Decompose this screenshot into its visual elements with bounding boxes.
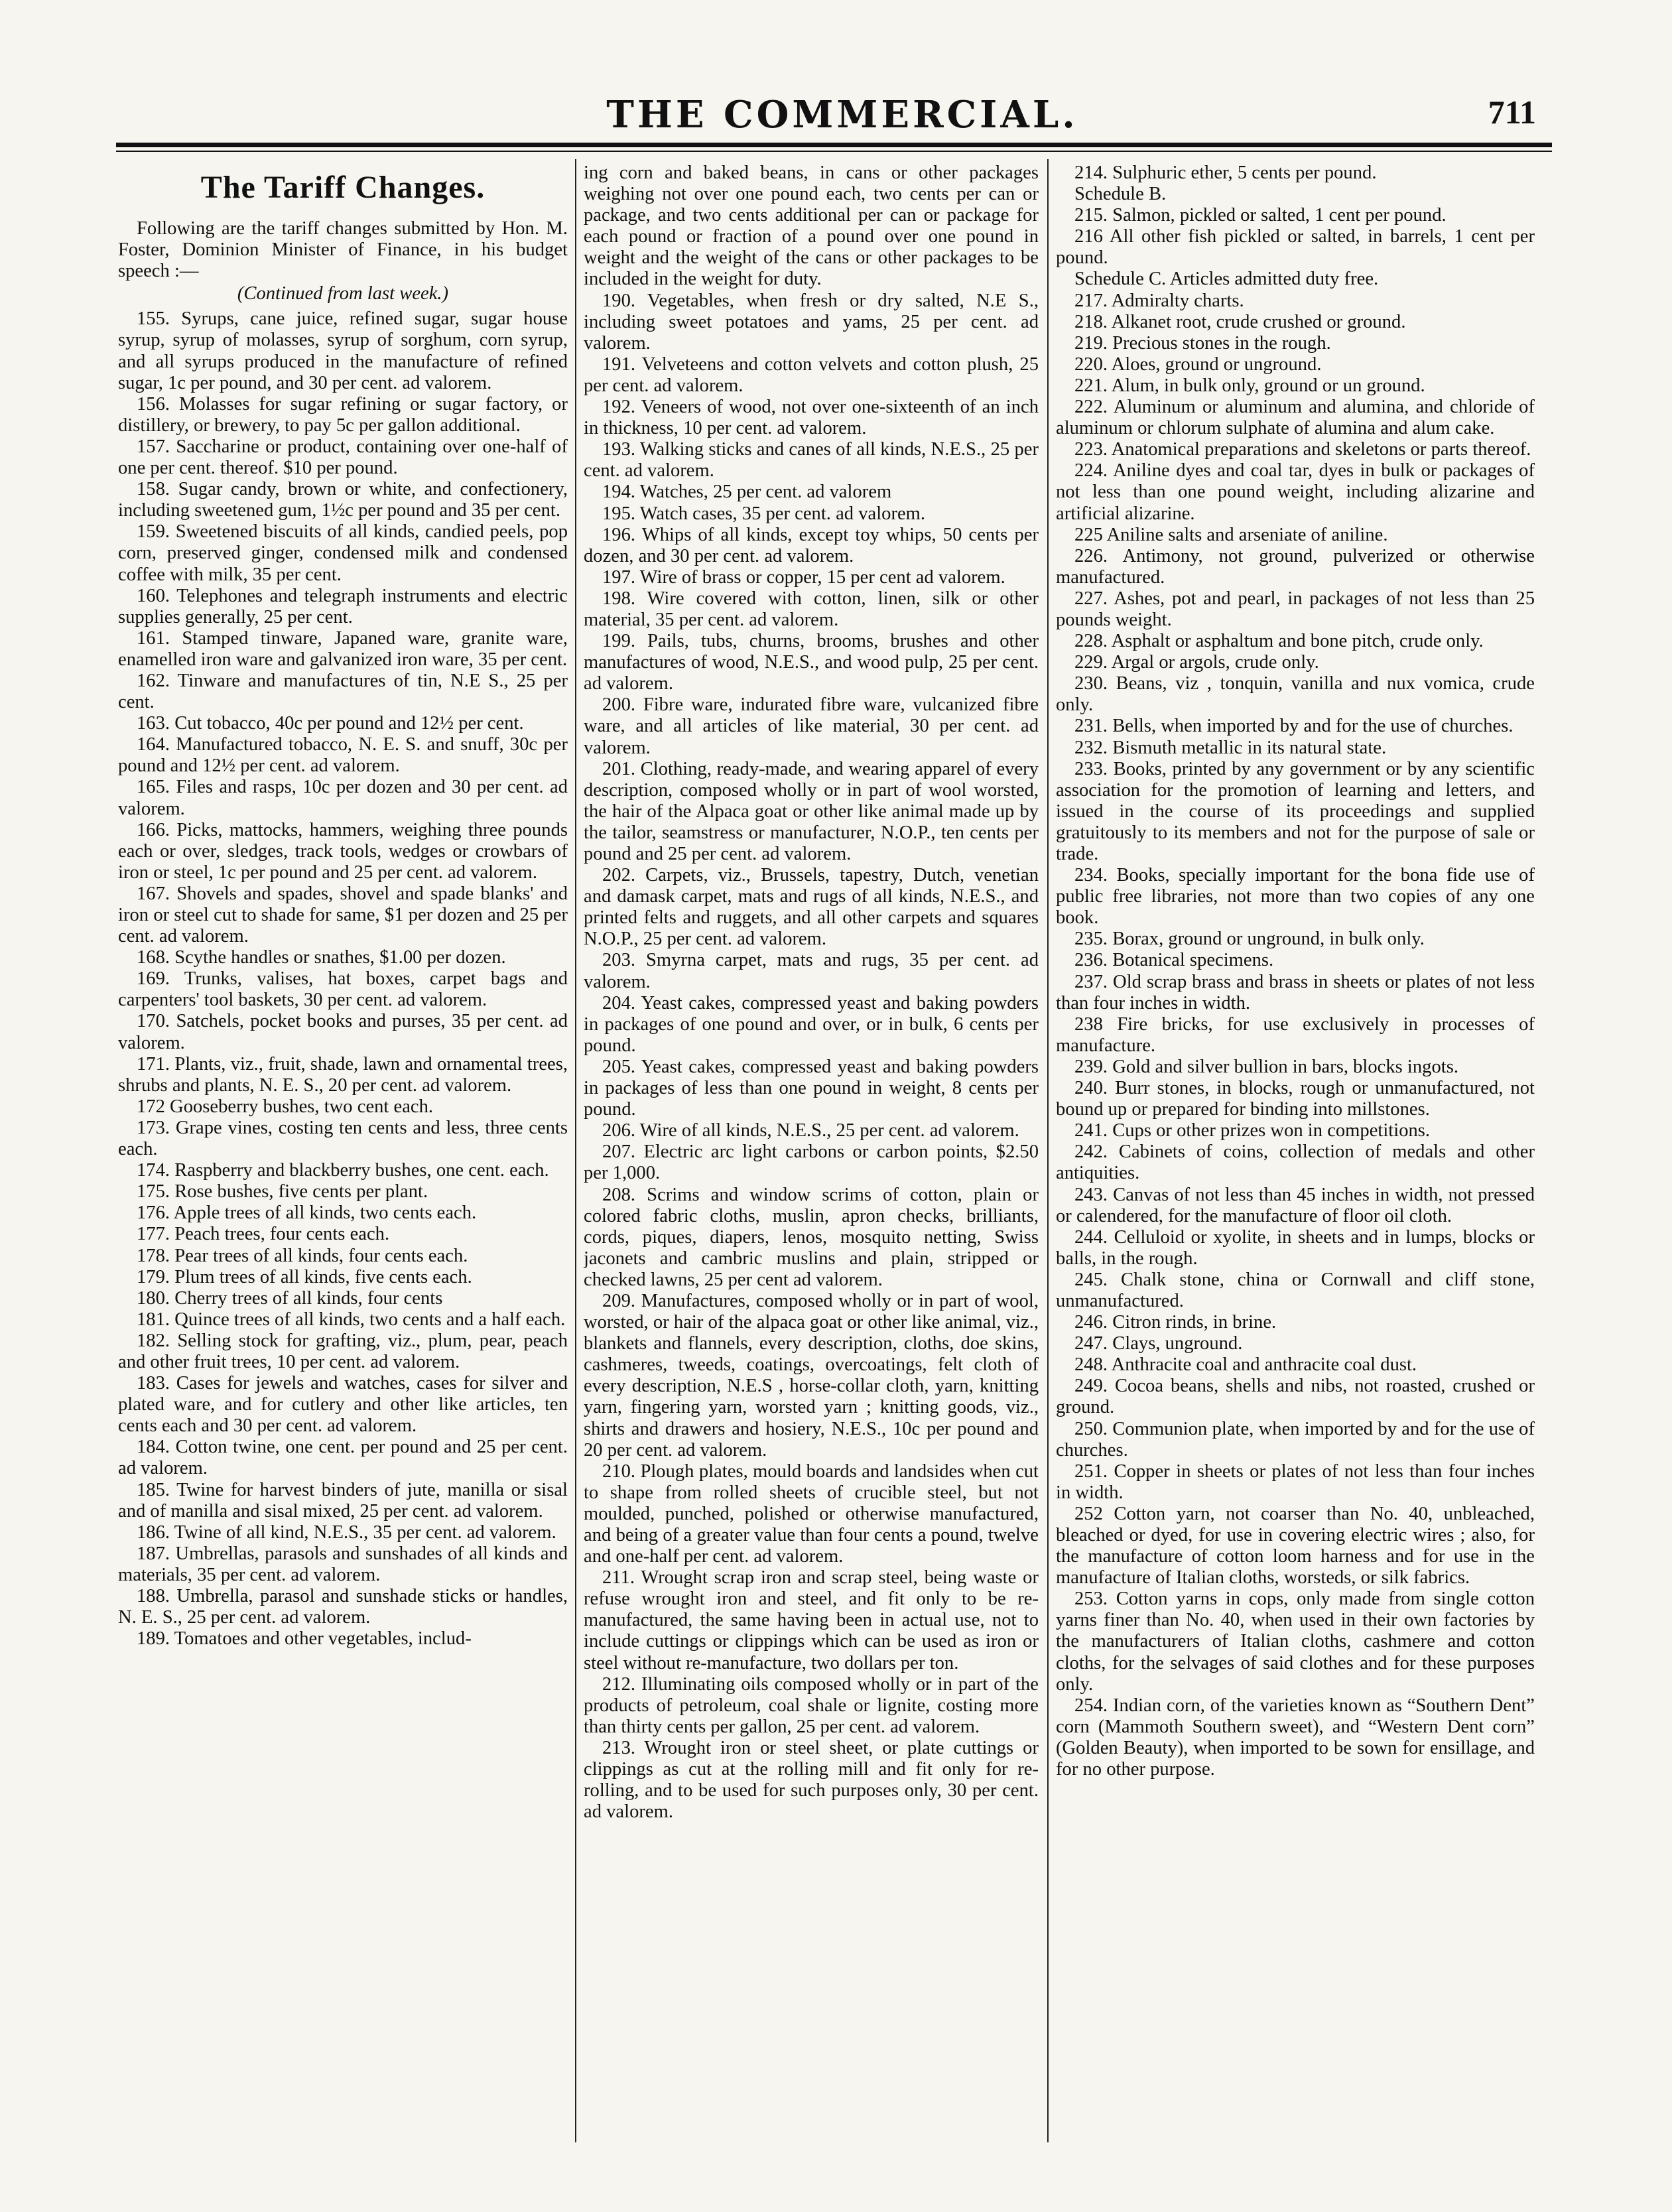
tariff-item: 222. Aluminum or aluminum and alumina, and chloride of aluminum or chlorum sulphate of alumina and alum cake. [1056, 397, 1535, 439]
tariff-item: 173. Grape vines, costing ten cents and less, three cents each. [118, 1117, 568, 1160]
tariff-item: 237. Old scrap brass and brass in sheets or plates of not less than four inches in width. [1056, 971, 1535, 1013]
tariff-item: 164. Manufactured tobacco, N. E. S. and snuff, 30c per pound and 12½ per cent. ad valorem. [118, 734, 568, 777]
column-3-items [1056, 163, 1535, 1780]
tariff-item: 176. Apple trees of all kinds, two cents each. [137, 1203, 477, 1224]
tariff-item: 209. Manufactures, composed wholly or in part of wool, worsted, or hair of the alpaca goat or other like animal, viz., blankets and flannels, every description, cloths, doe skins, cashmeres, tweeds, coatings, overcoatings, felt cloth of every description, N.E.S , horse-collar cloth, yarn, knitting yarn, fingering yarn, worsted yarn ; knitting goods, viz., shirts and drawers and hosiery, N.E.S., 10c per pound and 20 per cent. ad valorem. [584, 1290, 1039, 1461]
tariff-item: 215. Salmon, pickled or salted, 1 cent per pound. [1074, 205, 1447, 226]
page-number: 711 [1488, 94, 1536, 131]
publication-title: THE COMMERCIAL. [606, 93, 1078, 137]
tariff-item: 210. Plough plates, mould boards and landsides when cut to shape from rolled sheets of crucible steel, but not moulded, punched, polished or otherwise manufactured, and being of a greater value than four cents a pound, twelve and one-half per cent. ad valorem. [584, 1461, 1039, 1567]
tariff-item: 246. Citron rinds, in brine. [1074, 1312, 1277, 1333]
tariff-item: 241. Cups or other prizes won in competitions. [1074, 1120, 1431, 1141]
tariff-item: 240. Burr stones, in blocks, rough or unmanufactured, not bound up or prepared for binding into millstones. [1056, 1078, 1535, 1120]
tariff-item: 218. Alkanet root, crude crushed or ground. [1074, 311, 1406, 332]
tariff-item: 202. Carpets, viz., Brussels, tapestry, Dutch, venetian and damask carpet, mats and rugs of all kinds, N.E.S., and printed felts and ruggets, and all other carpets and squares N.O.P., 25 per cent. ad valorem. [584, 865, 1039, 950]
tariff-item: 239. Gold and silver bullion in bars, blocks ingots. [1074, 1056, 1458, 1077]
tariff-item: 253. Cotton yarns in cops, only made from single cotton yarns finer than No. 40, when used in their own factories by the manufacturers of Italian cloths, cashmere and cotton cloths, for the selvages of said clothes and for these purposes only. [1056, 1589, 1535, 1695]
tariff-item: 194. Watches, 25 per cent. ad valorem [602, 482, 892, 503]
tariff-item: 227. Ashes, pot and pearl, in packages of not less than 25 pounds weight. [1056, 588, 1535, 630]
tariff-item: 183. Cases for jewels and watches, cases for silver and plated ware, and for cutlery and other like articles, ten cents each and 30 per cent. ad valorem. [118, 1373, 568, 1437]
tariff-item: 235. Borax, ground or unground, in bulk only. [1074, 929, 1425, 950]
tariff-item: 196. Whips of all kinds, except toy whips, 50 cents per dozen, and 30 per cent. ad valorem. [584, 524, 1039, 566]
tariff-item: 185. Twine for harvest binders of jute, manilla or sisal and of manilla and sisal mixed, 25 per cent. ad valorem. [118, 1479, 568, 1522]
column-3 [1056, 163, 1535, 2152]
tariff-item: 180. Cherry trees of all kinds, four cents [137, 1287, 443, 1309]
tariff-item: 214. Sulphuric ether, 5 cents per pound. [1074, 163, 1377, 183]
tariff-item: 156. Molasses for sugar refining or sugar factory, or distillery, or brewery, to pay 5c per gallon additional. [118, 393, 568, 436]
tariff-item: 181. Quince trees of all kinds, two cents and a half each. [137, 1309, 566, 1330]
tariff-item: 232. Bismuth metallic in its natural state. [1074, 737, 1387, 758]
tariff-item: 201. Clothing, ready-made, and wearing apparel of every description, composed wholly or in part of wool worsted, the hair of the Alpaca goat or other like animal made up by the tailor, seamstress or manufacturer, N.O.P., ten cents per pound and 25 per cent. ad valorem. [584, 758, 1039, 864]
tariff-item: 184. Cotton twine, one cent. per pound and 25 per cent. ad valorem. [118, 1437, 568, 1479]
tariff-item: 242. Cabinets of coins, collection of medals and other antiquities. [1056, 1141, 1535, 1184]
column-2-items [584, 163, 1039, 1823]
tariff-item: 248. Anthracite coal and anthracite coal dust. [1074, 1354, 1417, 1376]
tariff-item: 247. Clays, unground. [1074, 1333, 1243, 1354]
column-2 [584, 163, 1039, 2152]
tariff-item: 172 Gooseberry bushes, two cent each. [137, 1096, 434, 1117]
tariff-item: 195. Watch cases, 35 per cent. ad valorem. [602, 503, 926, 524]
tariff-item: 182. Selling stock for grafting, viz., plum, pear, peach and other fruit trees, 10 per cent. ad valorem. [118, 1330, 568, 1372]
tariff-item: 171. Plants, viz., fruit, shade, lawn and ornamental trees, shrubs and plants, N. E. S., 20 per cent. ad valorem. [118, 1053, 568, 1096]
tariff-item: 225 Aniline salts and arseniate of aniline. [1074, 524, 1388, 545]
article-heading: The Tariff Changes. [200, 170, 485, 205]
tariff-item: 251. Copper in sheets or plates of not less than four inches in width. [1056, 1461, 1535, 1503]
tariff-item: 193. Walking sticks and canes of all kinds, N.E.S., 25 per cent. ad valorem. [584, 439, 1039, 482]
tariff-item: 203. Smyrna carpet, mats and rugs, 35 per cent. ad valorem. [584, 950, 1039, 992]
header-rule-thin [116, 151, 1552, 152]
tariff-item: 252 Cotton yarn, not coarser than No. 40, unbleached, bleached or dyed, for use in covering electric wires ; also, for the manufacture of cotton loom harness and for use in the manufacture of Italian cloths, worsteds, or silk fabrics. [1056, 1503, 1535, 1589]
tariff-item: 226. Antimony, not ground, pulverized or otherwise manufactured. [1056, 545, 1535, 588]
tariff-item: 170. Satchels, pocket books and purses, 35 per cent. ad valorem. [118, 1011, 568, 1053]
tariff-item: 224. Aniline dyes and coal tar, dyes in bulk or packages of not less than one pound weight, including alizarine and artificial alizarine. [1056, 460, 1535, 524]
tariff-item: ing corn and baked beans, in cans or other packages weighing not over one pound each, two cents per can or package, and two cents additional per can or package for each pound or fraction of a pound over one pound in weight and the weight of the cans or other packages to be included in the weight for duty. [584, 163, 1039, 290]
tariff-item: 165. Files and rasps, 10c per dozen and 30 per cent. ad valorem. [118, 777, 568, 819]
tariff-item: 208. Scrims and window scrims of cotton, plain or colored fabric cloths, muslin, apron checks, brilliants, cords, piques, diapers, lenos, mosquito netting, Swiss jaconets and cambric muslins and plain, stripped or checked lawns, 25 per cent ad valorem. [584, 1184, 1039, 1290]
continued-note: (Continued from last week.) [237, 283, 449, 304]
tariff-item: 245. Chalk stone, china or Cornwall and cliff stone, unmanufactured. [1056, 1269, 1535, 1311]
tariff-item: 174. Raspberry and blackberry bushes, one cent. each. [137, 1160, 549, 1181]
tariff-item: 228. Asphalt or asphaltum and bone pitch, crude only. [1074, 631, 1484, 652]
tariff-item: 230. Beans, viz , tonquin, vanilla and nux vomica, crude only. [1056, 673, 1535, 716]
tariff-item: 206. Wire of all kinds, N.E.S., 25 per cent. ad valorem. [602, 1120, 1019, 1141]
column-1-items [118, 308, 568, 1650]
tariff-item: 223. Anatomical preparations and skeletons or parts thereof. [1074, 439, 1531, 460]
tariff-item: 197. Wire of brass or copper, 15 per cent ad valorem. [602, 566, 1005, 588]
header-rule-thick [116, 143, 1552, 147]
tariff-item: 216 All other fish pickled or salted, in barrels, 1 cent per pound. [1056, 226, 1535, 269]
tariff-item: 166. Picks, mattocks, hammers, weighing three pounds each or over, sledges, track tools, wedges or crowbars of iron or steel, 1c per pound and 25 per cent. ad valorem. [118, 819, 568, 883]
tariff-item: 254. Indian corn, of the varieties known as “Southern Dent” corn (Mammoth Southern sweet), and “Western Dent corn” (Golden Beauty), when imported to be sown for ensillage, and for no other purpose. [1056, 1695, 1535, 1780]
tariff-item: 236. Botanical specimens. [1074, 950, 1274, 971]
tariff-item: Schedule B. [1074, 184, 1167, 205]
tariff-item: 192. Veneers of wood, not over one-sixteenth of an inch in thickness, 10 per cent. ad valorem. [584, 397, 1039, 439]
tariff-item: 159. Sweetened biscuits of all kinds, candied peels, pop corn, preserved ginger, condensed milk and condensed coffee with milk, 35 per cent. [118, 521, 568, 585]
tariff-item: 187. Umbrellas, parasols and sunshades of all kinds and materials, 35 per cent. ad valorem. [118, 1543, 568, 1585]
tariff-item: 168. Scythe handles or snathes, $1.00 per dozen. [137, 947, 506, 968]
tariff-item: 211. Wrought scrap iron and scrap steel, being waste or refuse wrought iron and steel, and fit only to be re-manufactured, the same having been in actual use, not to include cuttings or clippings which can be used as iron or steel without re-manufacture, two dollars per ton. [584, 1567, 1039, 1673]
tariff-item: 221. Alum, in bulk only, ground or un ground. [1074, 375, 1425, 396]
tariff-item: 190. Vegetables, when fresh or dry salted, N.E S., including sweet potatoes and yams, 25 per cent. ad valorem. [584, 290, 1039, 354]
tariff-item: 175. Rose bushes, five cents per plant. [137, 1181, 428, 1203]
tariff-item: 163. Cut tobacco, 40c per pound and 12½ per cent. [137, 713, 524, 734]
column-1 [118, 163, 568, 2152]
tariff-item: 204. Yeast cakes, compressed yeast and baking powders in packages of one pound and over, or in bulk, 6 cents per pound. [584, 992, 1039, 1056]
tariff-item: 234. Books, specially important for the bona fide use of public free libraries, not more than two copies of any one book. [1056, 865, 1535, 929]
tariff-item: 231. Bells, when imported by and for the use of churches. [1074, 716, 1513, 737]
tariff-item: 157. Saccharine or product, containing over one-half of one per cent. thereof. $10 per pound. [118, 436, 568, 479]
tariff-item: 167. Shovels and spades, shovel and spade blanks' and iron or steel cut to shade for same, $1 per dozen and 25 per cent. ad valorem. [118, 883, 568, 947]
tariff-item: 189. Tomatoes and other vegetables, includ- [137, 1628, 472, 1650]
tariff-item: 200. Fibre ware, indurated fibre ware, vulcanized fibre ware, and all articles of like material, 30 per cent. ad valorem. [584, 694, 1039, 758]
tariff-item: 243. Canvas of not less than 45 inches in width, not pressed or calendered, for the manufacture of floor oil cloth. [1056, 1184, 1535, 1226]
tariff-item: 244. Celluloid or xyolite, in sheets and in lumps, blocks or balls, in the rough. [1056, 1226, 1535, 1269]
tariff-item: 169. Trunks, valises, hat boxes, carpet bags and carpenters' tool baskets, 30 per cent. ad valorem. [118, 968, 568, 1011]
tariff-item: 249. Cocoa beans, shells and nibs, not roasted, crushed or ground. [1056, 1376, 1535, 1418]
column-separator [1047, 159, 1049, 2142]
tariff-item: 188. Umbrella, parasol and sunshade sticks or handles, N. E. S., 25 per cent. ad valorem. [118, 1586, 568, 1628]
tariff-item: 205. Yeast cakes, compressed yeast and baking powders in packages of less than one pound in weight, 8 cents per pound. [584, 1056, 1039, 1120]
tariff-item: 186. Twine of all kind, N.E.S., 35 per cent. ad valorem. [137, 1522, 556, 1543]
column-separator [575, 159, 576, 2142]
tariff-item: 179. Plum trees of all kinds, five cents each. [137, 1266, 472, 1287]
tariff-item: 238 Fire bricks, for use exclusively in processes of manufacture. [1056, 1013, 1535, 1056]
tariff-item: 233. Books, printed by any government or by any scientific association for the promotion of learning and letters, and issued in the course of its proceedings and supplied gratuitously to its members and not for the purpose of sale or trade. [1056, 758, 1535, 864]
tariff-item: Schedule C. Articles admitted duty free. [1074, 269, 1379, 290]
tariff-item: 212. Illuminating oils composed wholly or in part of the products of petroleum, coal shale or lignite, costing more than thirty cents per gallon, 25 per cent. ad valorem. [584, 1673, 1039, 1737]
tariff-item: 178. Pear trees of all kinds, four cents each. [137, 1245, 468, 1266]
tariff-item: 191. Velveteens and cotton velvets and cotton plush, 25 per cent. ad valorem. [584, 354, 1039, 396]
tariff-item: 155. Syrups, cane juice, refined sugar, sugar house syrup, syrup of molasses, syrup of sorghum, corn syrup, and all syrups produced in the manufacture of refined sugar, 1c per pound, and 30 per cent. ad valorem. [118, 308, 568, 393]
article-intro: Following are the tariff changes submitted by Hon. M. Foster, Dominion Minister of Finance, in his budget speech :— [118, 218, 568, 282]
tariff-item: 219. Precious stones in the rough. [1074, 332, 1331, 354]
tariff-item: 250. Communion plate, when imported by and for the use of churches. [1056, 1418, 1535, 1461]
tariff-item: 158. Sugar candy, brown or white, and confectionery, including sweetened gum, 1½c per pound and 35 per cent. [118, 479, 568, 521]
tariff-item: 160. Telephones and telegraph instruments and electric supplies generally, 25 per cent. [118, 585, 568, 627]
tariff-item: 229. Argal or argols, crude only. [1074, 652, 1319, 673]
tariff-item: 217. Admiralty charts. [1074, 290, 1244, 311]
tariff-item: 161. Stamped tinware, Japaned ware, granite ware, enamelled iron ware and galvanized iron ware, 35 per cent. [118, 627, 568, 670]
tariff-item: 207. Electric arc light carbons or carbon points, $2.50 per 1,000. [584, 1141, 1039, 1184]
tariff-item: 198. Wire covered with cotton, linen, silk or other material, 35 per cent. ad valorem. [584, 588, 1039, 630]
masthead [0, 93, 1672, 146]
tariff-item: 162. Tinware and manufactures of tin, N.E S., 25 per cent. [118, 670, 568, 713]
tariff-item: 220. Aloes, ground or unground. [1074, 354, 1322, 375]
tariff-item: 213. Wrought iron or steel sheet, or plate cuttings or clippings as cut at the rolling mill and fit only for re-rolling, and to be used for such purposes only, 30 per cent. ad valorem. [584, 1737, 1039, 1823]
tariff-item: 199. Pails, tubs, churns, brooms, brushes and other manufactures of wood, N.E.S., and wood pulp, 25 per cent. ad valorem. [584, 631, 1039, 694]
tariff-item: 177. Peach trees, four cents each. [137, 1224, 390, 1245]
